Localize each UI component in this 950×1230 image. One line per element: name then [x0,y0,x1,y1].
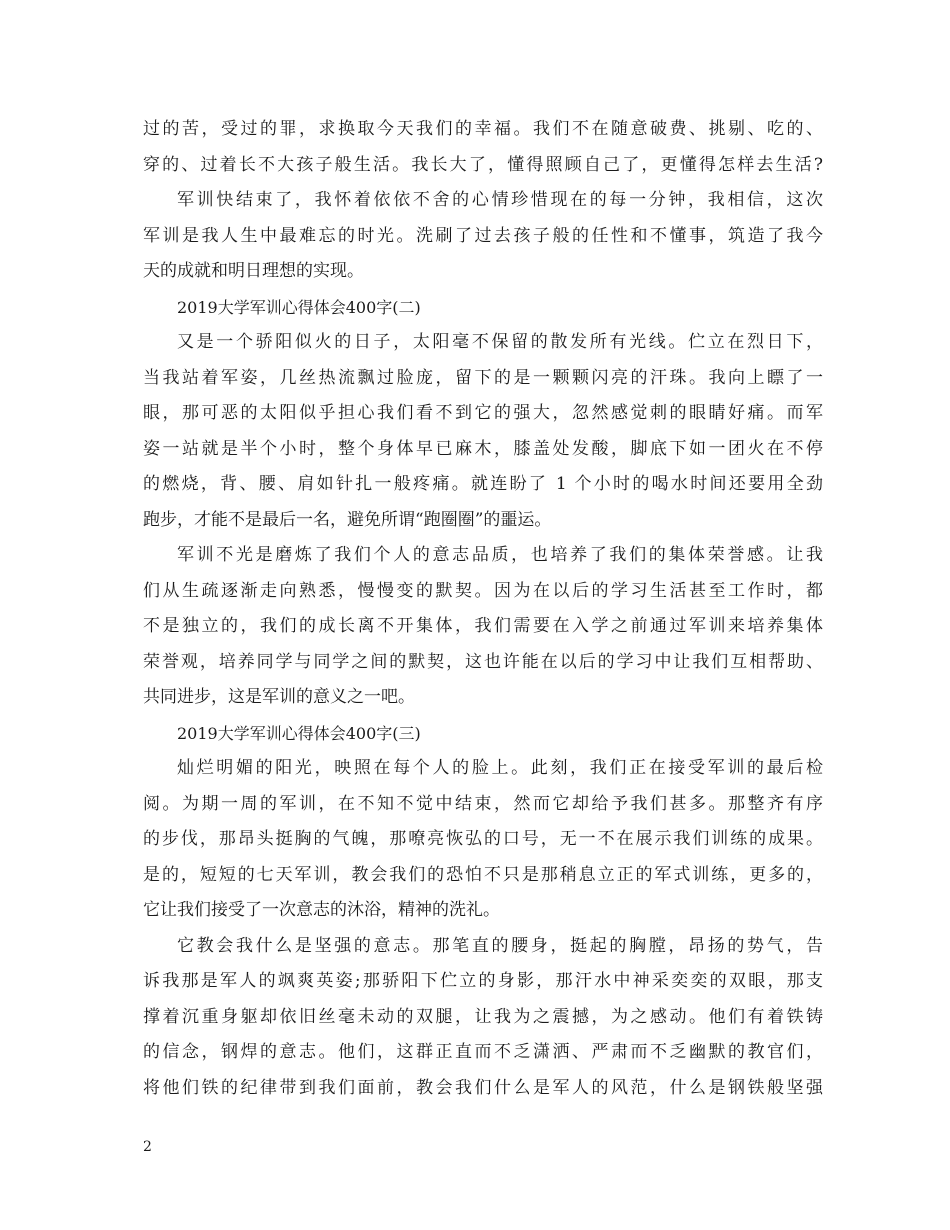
section-heading: 2019大学军训心得体会400字(二) [177,297,421,317]
text-line: 军训不光是磨炼了我们个人的意志品质，也培养了我们的集体荣誉感。让我 [177,545,823,565]
section-heading: 2019大学军训心得体会400字(三) [177,723,421,743]
text-line: 的燃烧，背、腰、肩如针扎一般疼痛。就连盼了 1 个小时的喝水时间还要用全劲 [143,474,823,494]
text-line: 将他们铁的纪律带到我们面前，教会我们什么是军人的风范，什么是钢铁般坚强 [143,1077,823,1098]
text-line: 灿烂明媚的阳光，映照在每个人的脸上。此刻，我们正在接受军训的最后检 [177,758,823,778]
text-line: 是的，短短的七天军训，教会我们的恐怕不只是那稍息立正的军式训练，更多的， [143,864,823,885]
text-line: 天的成就和明日理想的实现。 [143,261,364,281]
text-line: 过的苦，受过的罪，求换取今天我们的幸福。我们不在随意破费、挑剔、吃的、 [143,119,823,139]
text-line: 的步伐，那昂头挺胸的气魄，那嘹亮恢弘的口号，无一不在展示我们训练的成果。 [143,829,823,849]
text-line: 军训是我人生中最难忘的时光。洗刷了过去孩子般的任性和不懂事，筑造了我今 [143,225,823,246]
text-line: 穿的、过着长不大孩子般生活。我长大了，懂得照顾自己了，更懂得怎样去生活? [143,154,823,175]
page-number: 2 [143,1139,152,1155]
text-line: 阅。为期一周的军训，在不知不觉中结束，然而它却给予我们甚多。那整齐有序 [143,793,823,814]
text-line: 它让我们接受了一次意志的沐浴，精神的洗礼。 [143,900,500,920]
text-line: 眼，那可恶的太阳似乎担心我们看不到它的强大，忽然感觉刺的眼睛好痛。而军 [143,403,823,423]
text-line: 共同进步，这是军训的意义之一吧。 [143,687,415,707]
text-line: 不是独立的，我们的成长离不开集体，我们需要在入学之前通过军训来培养集体 [143,616,823,636]
text-line: 诉我那是军人的飒爽英姿;那骄阳下伫立的身影，那汗水中神采奕奕的双眼，那支 [143,971,823,991]
text-line: 姿一站就是半个小时，整个身体早已麻木，膝盖处发酸，脚底下如一团火在不停 [143,438,823,459]
text-line: 又是一个骄阳似火的日子，太阳毫不保留的散发所有光线。伫立在烈日下， [177,332,823,352]
text-line: 们从生疏逐渐走向熟悉，慢慢变的默契。因为在以后的学习生活甚至工作时，都 [143,580,823,601]
text-line: 的信念，钢焊的意志。他们，这群正直而不乏潇洒、严肃而不乏幽默的教官们， [143,1042,823,1062]
body-text [143,112,823,1106]
text-line: 当我站着军姿，几丝热流飘过脸庞，留下的是一颗颗闪亮的汗珠。我向上瞟了一 [143,367,823,388]
text-line: 撑着沉重身躯却依旧丝毫未动的双腿，让我为之震撼，为之感动。他们有着铁铸 [143,1006,823,1027]
text-line: 军训快结束了，我怀着依依不舍的心情珍惜现在的每一分钟，我相信，这次 [177,190,823,210]
text-line: 荣誉观，培养同学与同学之间的默契，这也许能在以后的学习中让我们互相帮助、 [143,651,823,672]
text-line: 跑步，才能不是最后一名，避免所谓“跑圈圈”的噩运。 [143,509,552,530]
text-line: 它教会我什么是坚强的意志。那笔直的腰身，挺起的胸膛，昂扬的势气，告 [177,935,823,956]
